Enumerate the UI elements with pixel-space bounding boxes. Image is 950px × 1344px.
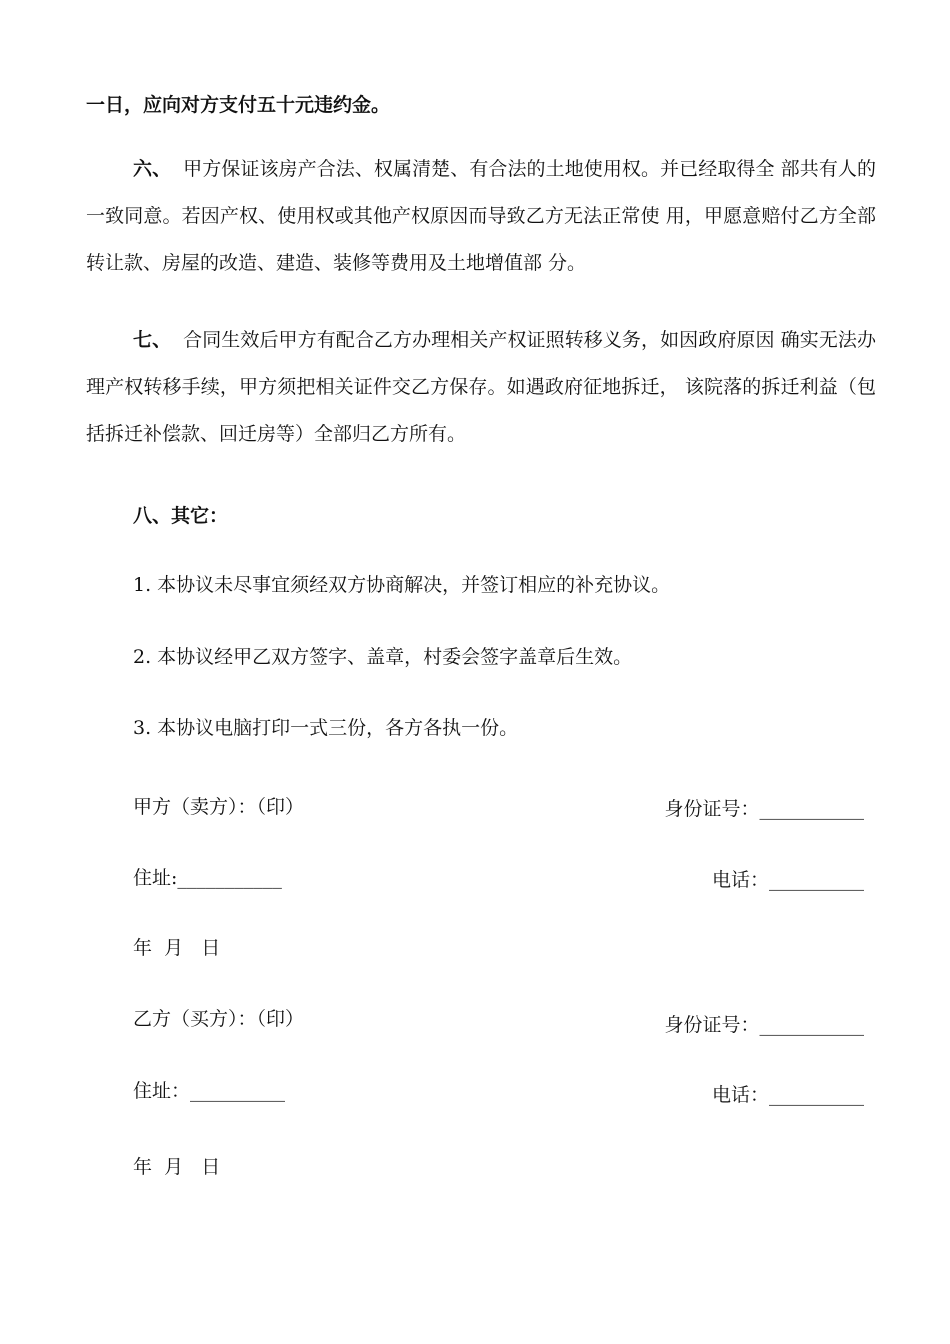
clause-8-item-3: 3. 本协议电脑打印一式三份，各方各执一份。 [133, 717, 519, 739]
party-b-address: 住址：__________ [133, 1080, 286, 1102]
party-b-name: 乙方（买方）：（印） [133, 1008, 305, 1030]
party-b-id-number: 身份证号：___________ [664, 1014, 864, 1036]
party-a-name: 甲方（卖方）：（印） [133, 796, 305, 818]
continuation-line: 一日，应向对方支付五十元违约金。 [86, 94, 391, 116]
clause-6 [86, 146, 876, 287]
party-a-id-number: 身份证号：___________ [664, 798, 864, 820]
party-b-phone: 电话：__________ [711, 1084, 864, 1106]
party-a-phone: 电话：__________ [711, 869, 864, 891]
party-b-date: 年 月 日 [133, 1156, 221, 1178]
clause-8-heading: 八、其它： [133, 505, 229, 527]
clause-6-text: 甲方保证该房产合法、权属清楚、有合法的土地使用权。并已经取得全 部共有人的一致同意。若因产权、使用权或其他产权原因而导致乙方无法正常使 用，甲愿意赔付乙方全部转让款、房屋的改造、建造、装修等费用及土地增值部 分。 [86, 158, 876, 274]
clause-8-item-2: 2. 本协议经甲乙双方签字、盖章，村委会签字盖章后生效。 [133, 646, 633, 668]
party-a-date: 年 月 日 [133, 937, 221, 959]
clause-8-item-1: 1. 本协议未尽事宜须经双方协商解决，并签订相应的补充协议。 [133, 574, 671, 596]
clause-6-heading: 六、 [133, 158, 172, 180]
clause-7 [86, 317, 876, 458]
clause-7-heading: 七、 [133, 329, 172, 351]
party-a-address: 住址:___________ [133, 867, 282, 889]
clause-7-text: 合同生效后甲方有配合乙方办理相关产权证照转移义务，如因政府原因 确实无法办理产权转移手续，甲方须把相关证件交乙方保存。如遇政府征地拆迁， 该院落的拆迁利益（包括拆迁补偿款、回迁房等）全部归乙方所有。 [86, 329, 876, 445]
